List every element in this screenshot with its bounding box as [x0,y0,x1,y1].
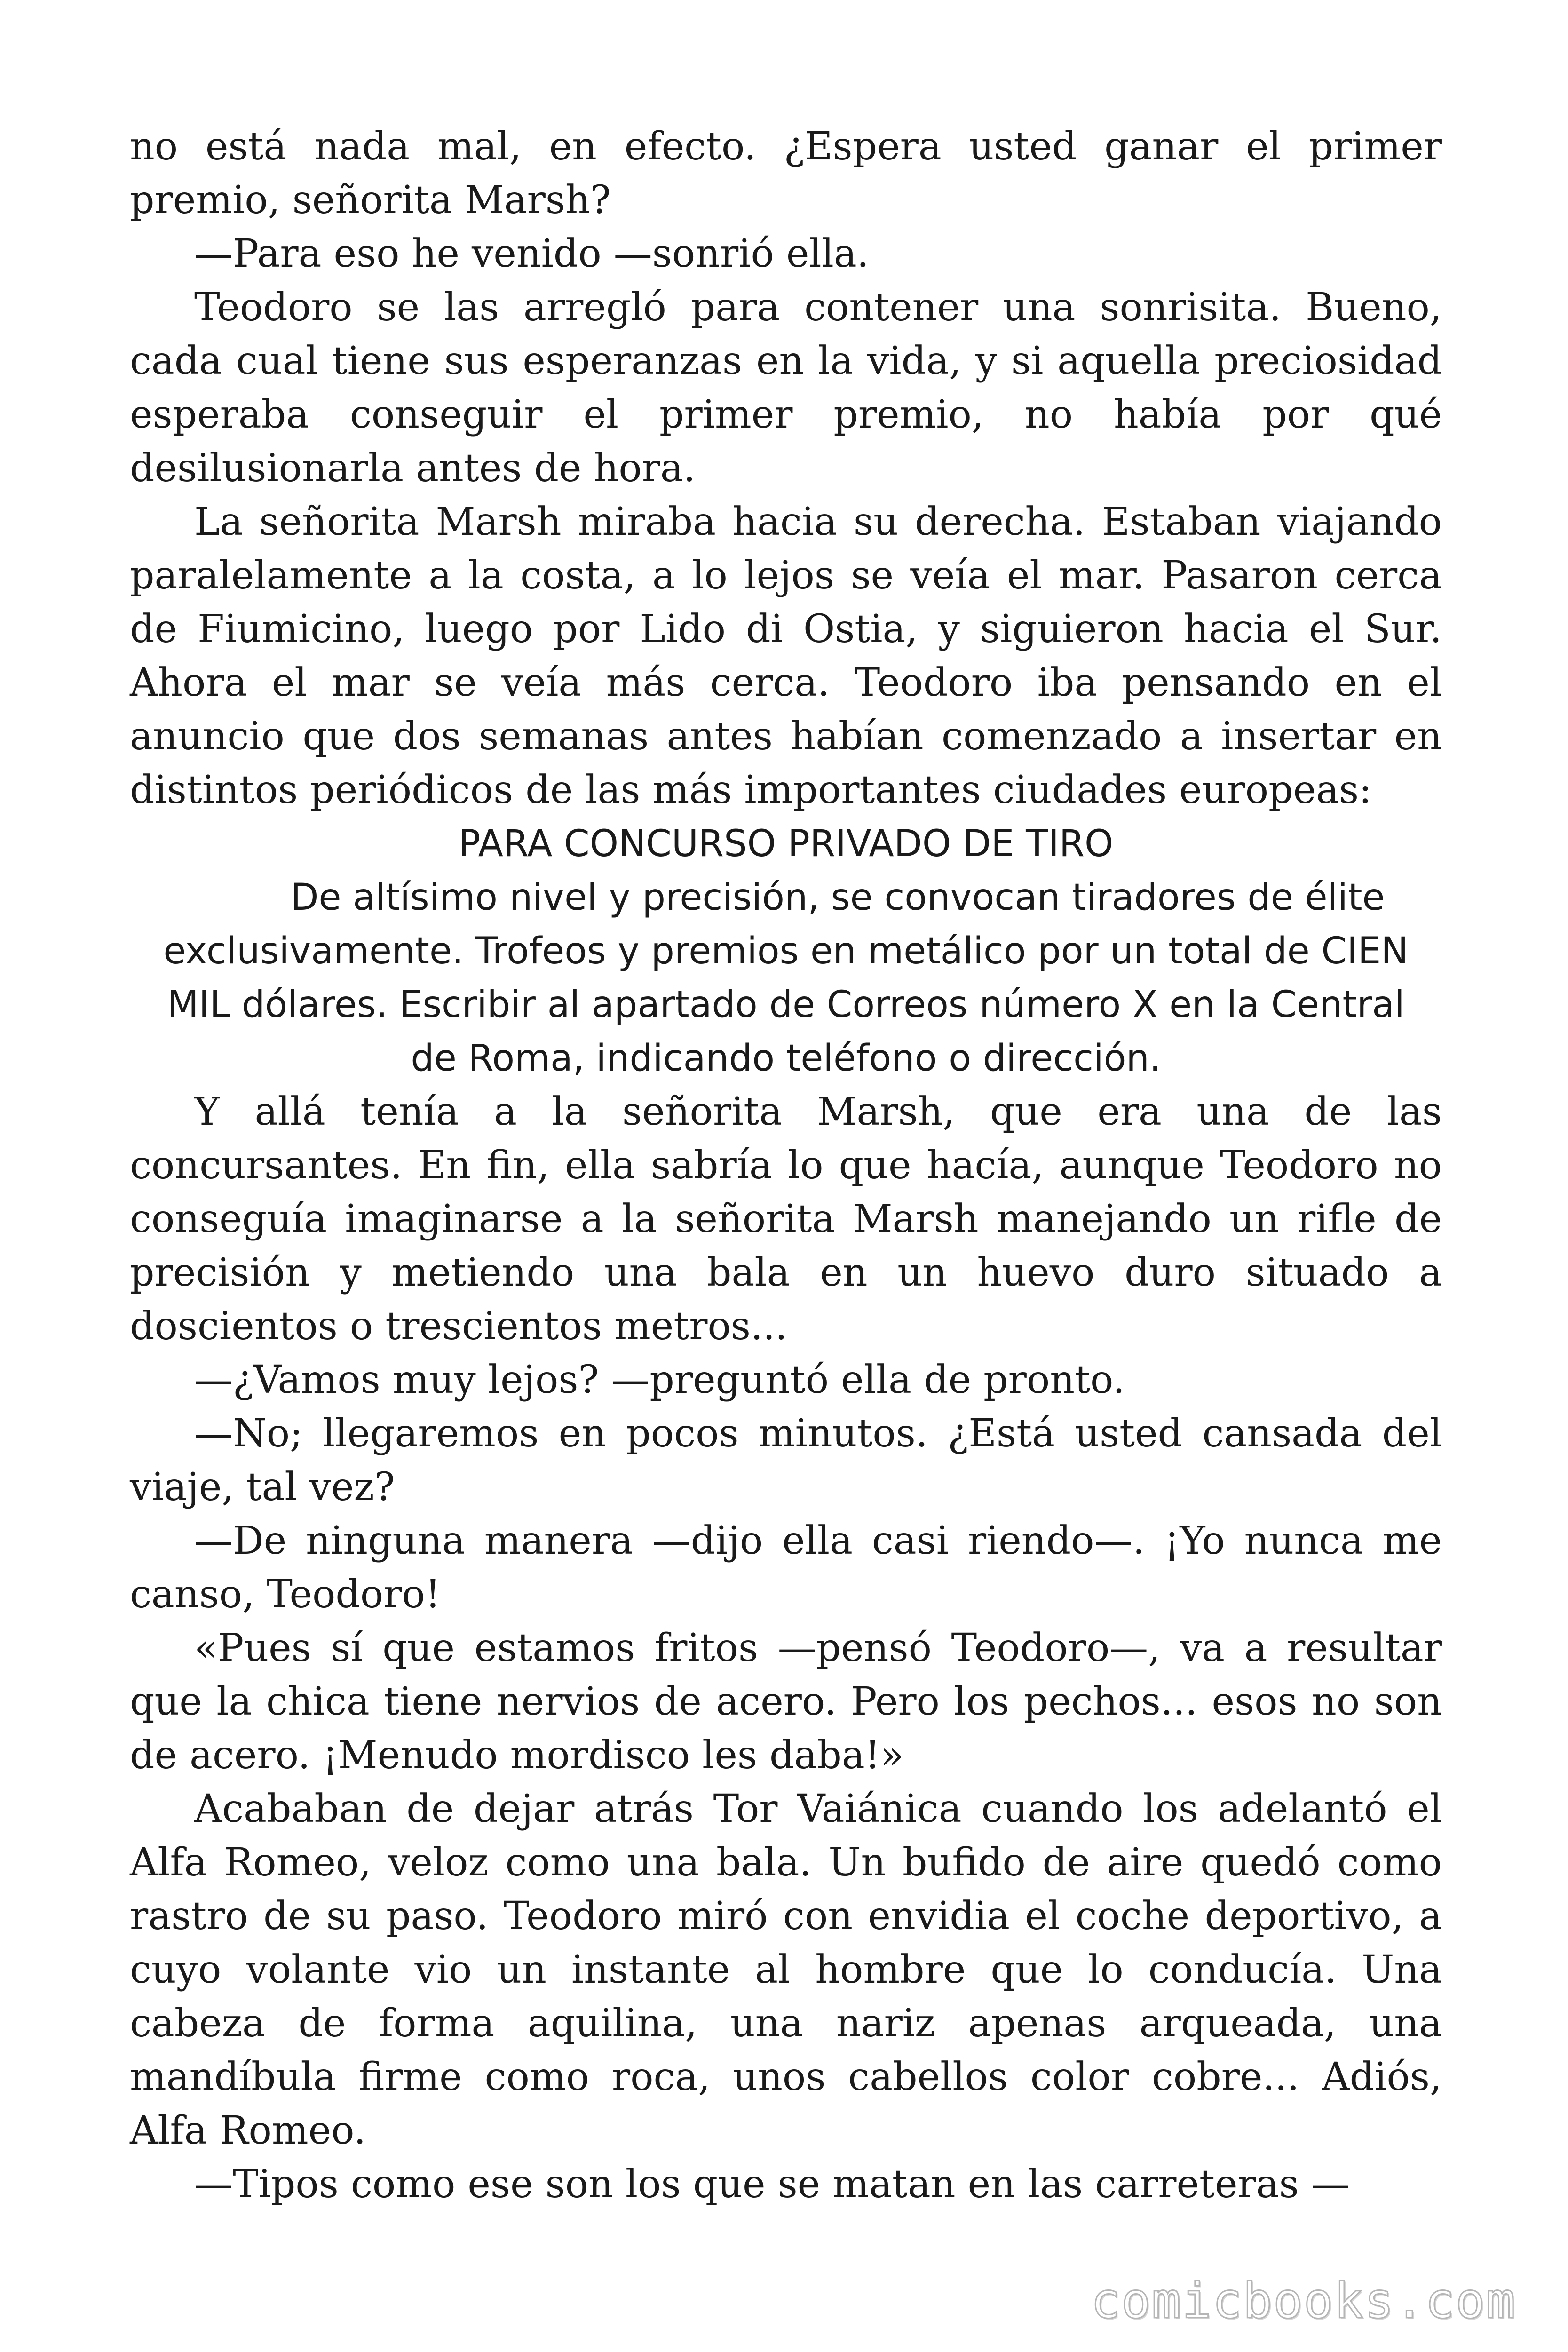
paragraph-thought: «Pues sí que estamos fritos —pensó Teodoro—, va a resultar que la chica tiene nervios de acero. Pero los pechos... esos no son de acero. ¡Menudo mordisco les daba!» [130,1626,1442,1778]
paragraph-dialogue: —¿Vamos muy lejos? —preguntó ella de pronto. [194,1358,1125,1402]
advertisement-heading: PARA CONCURSO PRIVADO DE TIRO [458,823,1114,865]
paragraph: La señorita Marsh miraba hacia su derecha. Estaban viajando paralelamente a la costa, a lo lejos se veía el mar. Pasaron cerca de Fiumicino, luego por Lido di Ostia, y siguieron hacia el Sur. Ahora el mar se veía más cerca. Teodoro iba pensando en el anuncio que dos semanas antes habían comenzado a insertar en distintos periódicos de las más importantes ciudades europeas: [130,500,1442,812]
paragraph-dialogue: —Tipos como ese son los que se matan en las carreteras — [194,2162,1350,2207]
advertisement-body: De altísimo nivel y precisión, se convocan tiradores de élite exclusivamente. Trofeos y premios en metálico por un total de CIEN MIL dólares. Escribir al apartado de Correos número X en la Central de Roma, indicando teléfono o dirección. [163,876,1409,1080]
paragraph: Y allá tenía a la señorita Marsh, que era una de las concursantes. En fin, ella sabría lo que hacía, aunque Teodoro no conseguía imaginarse a la señorita Marsh manejando un rifle de precisión y metiendo una bala en un huevo duro situado a doscientos o trescientos metros... [130,1089,1442,1349]
paragraph-continuation: no está nada mal, en efecto. ¿Espera usted ganar el primer premio, señorita Marsh? [130,124,1442,222]
paragraph-dialogue: —De ninguna manera —dijo ella casi riendo—. ¡Yo nunca me canso, Teodoro! [130,1518,1442,1617]
paragraph-dialogue: —Para eso he venido —sonrió ella. [194,231,869,276]
paragraph-dialogue: —No; llegaremos en pocos minutos. ¿Está usted cansada del viaje, tal vez? [130,1411,1442,1510]
paragraph: Acababan de dejar atrás Tor Vaiánica cuando los adelantó el Alfa Romeo, veloz como una bala. Un bufido de aire quedó como rastro de su paso. Teodoro miró con envidia el coche deportivo, a cuyo volante vio un instante al hombre que lo conducía. Una cabeza de forma aquilina, una nariz apenas arqueada, una mandíbula firme como roca, unos cabellos color cobre... Adiós, Alfa Romeo. [130,1787,1442,2153]
paragraph: Teodoro se las arregló para contener una sonrisita. Bueno, cada cual tiene sus esperanzas en la vida, y si aquella preciosidad esperaba conseguir el primer premio, no había por qué desilusionarla antes de hora. [130,285,1442,491]
page-text [130,120,1442,2211]
watermark: comicbooks.com [1091,2272,1516,2329]
advertisement-block [130,817,1442,1085]
